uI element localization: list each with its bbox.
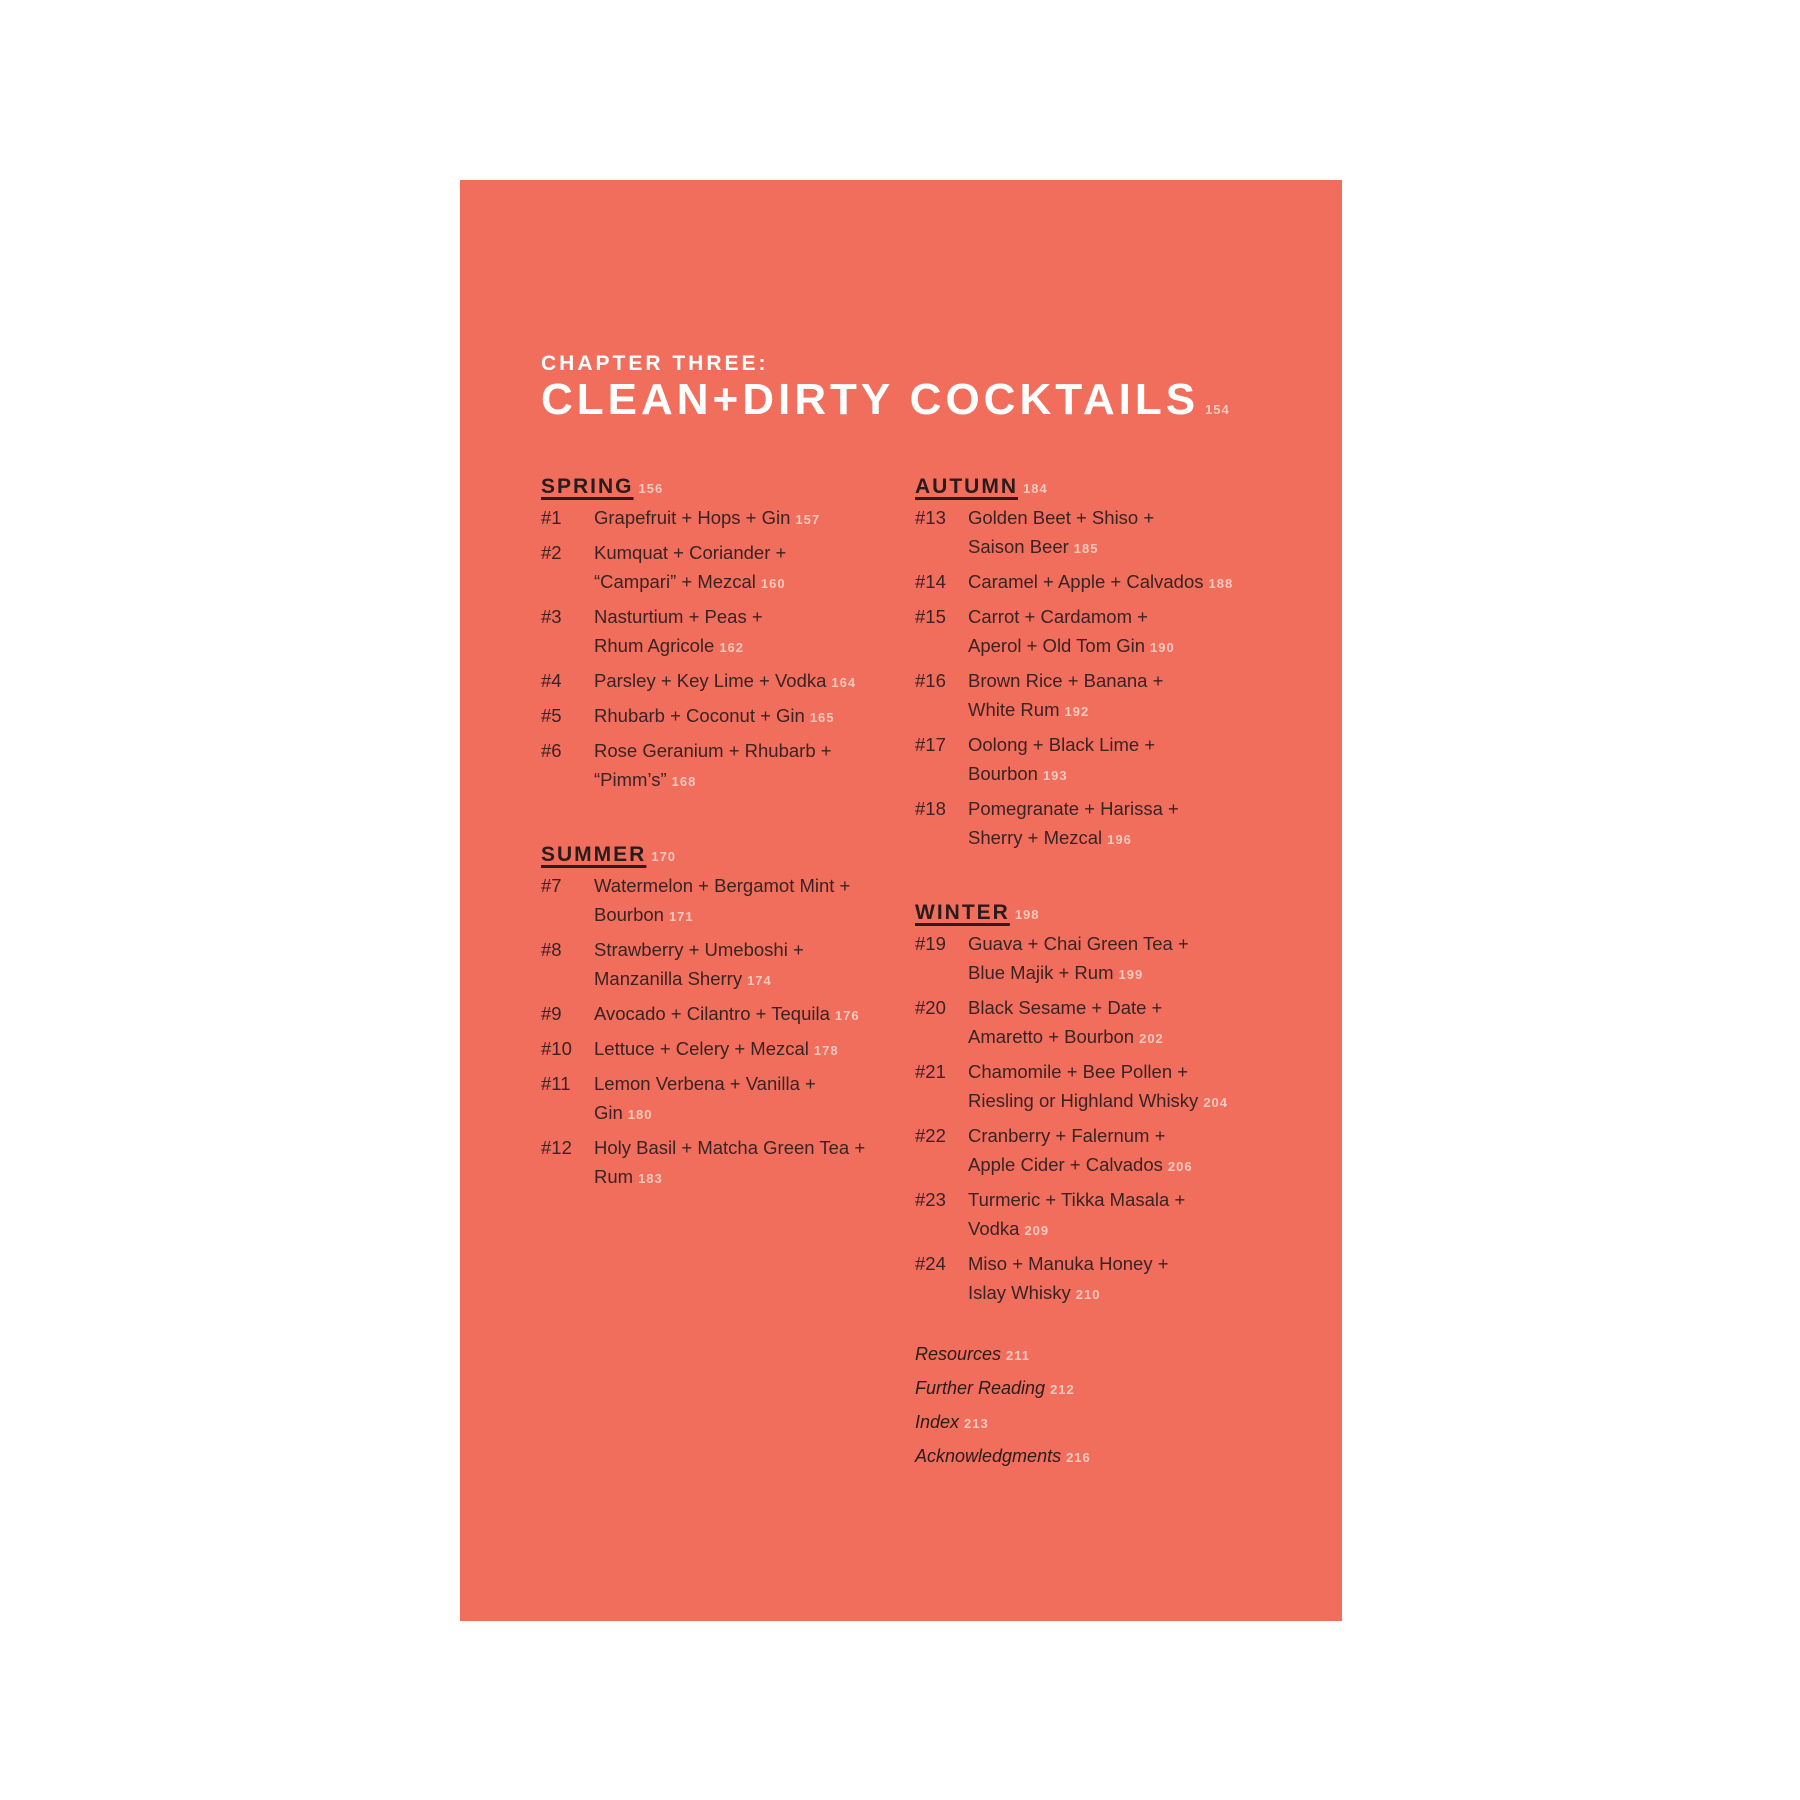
chapter-label: CHAPTER THREE: [541, 352, 769, 375]
section-title: WINTER [915, 901, 1010, 924]
entry-number: #1 [541, 507, 562, 528]
toc-entry[interactable] [541, 1069, 941, 1129]
entry-number: #11 [541, 1073, 571, 1094]
toc-entry[interactable] [915, 730, 1315, 790]
toc-entry[interactable] [541, 999, 941, 1030]
toc-entry[interactable] [541, 666, 941, 697]
toc-entry[interactable] [915, 794, 1315, 854]
entry-text: Brown Rice + Banana + [968, 670, 1164, 691]
entry-number: #20 [915, 997, 946, 1018]
entry-text: Islay Whisky 210 [968, 1282, 1101, 1303]
entry-list [541, 871, 941, 1193]
entry-number: #5 [541, 705, 562, 726]
entry-number: #21 [915, 1061, 946, 1082]
entry-text: Rhum Agricole 162 [594, 635, 745, 656]
entry-page-number: 199 [1118, 967, 1144, 982]
toc-entry[interactable] [541, 503, 941, 534]
entry-page-number: 210 [1075, 1287, 1101, 1302]
entry-page-number: 193 [1042, 768, 1068, 783]
entry-number: #7 [541, 875, 562, 896]
entry-page-number: 216 [1066, 1450, 1091, 1465]
entry-text: Pomegranate + Harissa + [968, 798, 1179, 819]
entry-text: Amaretto + Bourbon 202 [968, 1026, 1164, 1047]
section-title: SPRING [541, 475, 634, 498]
back-matter-further-reading[interactable]: Further Reading 212 [915, 1378, 1075, 1398]
entry-text: Gin 180 [594, 1102, 653, 1123]
entry-page-number: 162 [719, 640, 745, 655]
back-matter-list [915, 1338, 1315, 1474]
entry-text: Turmeric + Tikka Masala + [968, 1189, 1186, 1210]
chapter-title-text: CLEAN+DIRTY COCKTAILS [541, 375, 1200, 424]
entry-text: Sherry + Mezcal 196 [968, 827, 1132, 848]
entry-text: Nasturtium + Peas + [594, 606, 763, 627]
section-spring [541, 471, 941, 800]
entry-number: #23 [915, 1189, 946, 1210]
toc-entry[interactable] [541, 935, 941, 995]
entry-number: #2 [541, 542, 562, 563]
entry-page-number: 168 [671, 774, 697, 789]
entry-text: Rhubarb + Coconut + Gin 165 [594, 705, 835, 726]
entry-page-number: 188 [1208, 576, 1234, 591]
entry-text: Saison Beer 185 [968, 536, 1099, 557]
toc-entry[interactable] [915, 503, 1315, 563]
entry-text: Golden Beet + Shiso + [968, 507, 1155, 528]
entry-number: #15 [915, 606, 946, 627]
toc-entry[interactable] [541, 1034, 941, 1065]
entry-text: Carrot + Cardamom + [968, 606, 1148, 627]
entry-number: #17 [915, 734, 946, 755]
entry-number: #14 [915, 571, 946, 592]
entry-page-number: 185 [1073, 541, 1099, 556]
entry-page-number: 213 [964, 1416, 989, 1431]
entry-text: Watermelon + Bergamot Mint + [594, 875, 851, 896]
entry-page-number: 178 [813, 1043, 839, 1058]
entry-text: Oolong + Black Lime + [968, 734, 1156, 755]
entry-text: White Rum 192 [968, 699, 1090, 720]
entry-number: #10 [541, 1038, 572, 1059]
entry-number: #18 [915, 798, 946, 819]
entry-page-number: 211 [1006, 1348, 1031, 1363]
toc-entry[interactable] [915, 993, 1315, 1053]
section-winter [915, 897, 1315, 1313]
toc-entry[interactable] [541, 602, 941, 662]
entry-page-number: 206 [1167, 1159, 1193, 1174]
toc-entry[interactable] [541, 871, 941, 931]
entry-text: Black Sesame + Date + [968, 997, 1163, 1018]
toc-entry[interactable] [915, 602, 1315, 662]
section-heading-autumn[interactable] [915, 471, 1315, 503]
entry-text: Bourbon 193 [968, 763, 1068, 784]
section-heading-winter[interactable] [915, 897, 1315, 929]
toc-entry[interactable] [915, 1121, 1315, 1181]
entry-list [915, 929, 1315, 1309]
entry-page-number: 196 [1107, 832, 1132, 847]
entry-text: “Campari” + Mezcal 160 [594, 571, 786, 592]
entry-text: Cranberry + Falernum + [968, 1125, 1166, 1146]
back-matter-resources[interactable]: Resources 211 [915, 1344, 1031, 1364]
toc-entry[interactable] [915, 1249, 1315, 1309]
entry-page-number: 171 [668, 909, 694, 924]
entry-text: Parsley + Key Lime + Vodka 164 [594, 670, 857, 691]
entry-text: Caramel + Apple + Calvados 188 [968, 571, 1234, 592]
entry-text: Strawberry + Umeboshi + [594, 939, 804, 960]
toc-entry[interactable] [541, 538, 941, 598]
entry-page-number: 202 [1139, 1031, 1164, 1046]
entry-number: #6 [541, 740, 562, 761]
section-title: SUMMER [541, 843, 647, 866]
entry-page-number: 180 [627, 1107, 653, 1122]
entry-list [541, 503, 941, 796]
toc-entry[interactable] [541, 736, 941, 796]
entry-text: Rose Geranium + Rhubarb + [594, 740, 832, 761]
entry-number: #3 [541, 606, 562, 627]
entry-text: Aperol + Old Tom Gin 190 [968, 635, 1175, 656]
entry-number: #16 [915, 670, 946, 691]
entry-page-number: 204 [1203, 1095, 1229, 1110]
entry-text: Bourbon 171 [594, 904, 694, 925]
entry-page-number: 183 [638, 1171, 663, 1186]
entry-page-number: 190 [1150, 640, 1175, 655]
entry-text: Vodka 209 [968, 1218, 1050, 1239]
entry-list [915, 503, 1315, 854]
section-heading-summer[interactable] [541, 839, 941, 871]
entry-text: Grapefruit + Hops + Gin 157 [594, 507, 821, 528]
section-title: AUTUMN [915, 475, 1018, 498]
section-autumn [915, 471, 1315, 858]
toc-entry[interactable] [915, 1185, 1315, 1245]
entry-text: Rum 183 [594, 1166, 663, 1187]
entry-text: Manzanilla Sherry 174 [594, 968, 772, 989]
section-page-number: 198 [1014, 907, 1040, 922]
entry-text: Chamomile + Bee Pollen + [968, 1061, 1189, 1082]
chapter-page-number: 154 [1205, 402, 1230, 417]
section-page-number: 184 [1022, 481, 1048, 496]
entry-page-number: 157 [795, 512, 821, 527]
entry-text: Blue Majik + Rum 199 [968, 962, 1144, 983]
entry-text: Riesling or Highland Whisky 204 [968, 1090, 1229, 1111]
entry-text: Lettuce + Celery + Mezcal 178 [594, 1038, 839, 1059]
entry-page-number: 165 [809, 710, 835, 725]
back-matter-acknowledgments[interactable]: Acknowledgments 216 [915, 1446, 1091, 1466]
entry-text: “Pimm’s” 168 [594, 769, 697, 790]
chapter-title[interactable] [541, 375, 1230, 424]
entry-number: #24 [915, 1253, 946, 1274]
entry-page-number: 212 [1050, 1382, 1075, 1397]
entry-page-number: 176 [834, 1008, 860, 1023]
toc-entry[interactable] [541, 1133, 941, 1193]
entry-text: Holy Basil + Matcha Green Tea + [594, 1137, 866, 1158]
entry-page-number: 192 [1064, 704, 1090, 719]
toc-entry[interactable] [915, 666, 1315, 726]
entry-text: Guava + Chai Green Tea + [968, 933, 1189, 954]
toc-entry[interactable] [915, 1057, 1315, 1117]
section-page-number: 156 [638, 481, 664, 496]
entry-number: #12 [541, 1137, 572, 1158]
section-page-number: 170 [651, 849, 677, 864]
back-matter-index[interactable]: Index 213 [915, 1412, 989, 1432]
entry-number: #8 [541, 939, 562, 960]
entry-number: #4 [541, 670, 562, 691]
entry-page-number: 209 [1024, 1223, 1050, 1238]
entry-number: #9 [541, 1003, 562, 1024]
toc-entry[interactable] [541, 701, 941, 732]
entry-text: Kumquat + Coriander + [594, 542, 787, 563]
toc-entry[interactable] [915, 929, 1315, 989]
toc-entry[interactable] [915, 567, 1315, 598]
entry-text: Apple Cider + Calvados 206 [968, 1154, 1193, 1175]
entry-text: Miso + Manuka Honey + [968, 1253, 1169, 1274]
entry-text: Avocado + Cilantro + Tequila 176 [594, 1003, 860, 1024]
section-summer [541, 839, 941, 1197]
section-heading-spring[interactable] [541, 471, 941, 503]
toc-page [460, 180, 1342, 1621]
entry-page-number: 174 [747, 973, 772, 988]
entry-page-number: 164 [831, 675, 857, 690]
entry-number: #13 [915, 507, 946, 528]
entry-number: #22 [915, 1125, 946, 1146]
entry-text: Lemon Verbena + Vanilla + [594, 1073, 816, 1094]
entry-page-number: 160 [760, 576, 786, 591]
entry-number: #19 [915, 933, 946, 954]
